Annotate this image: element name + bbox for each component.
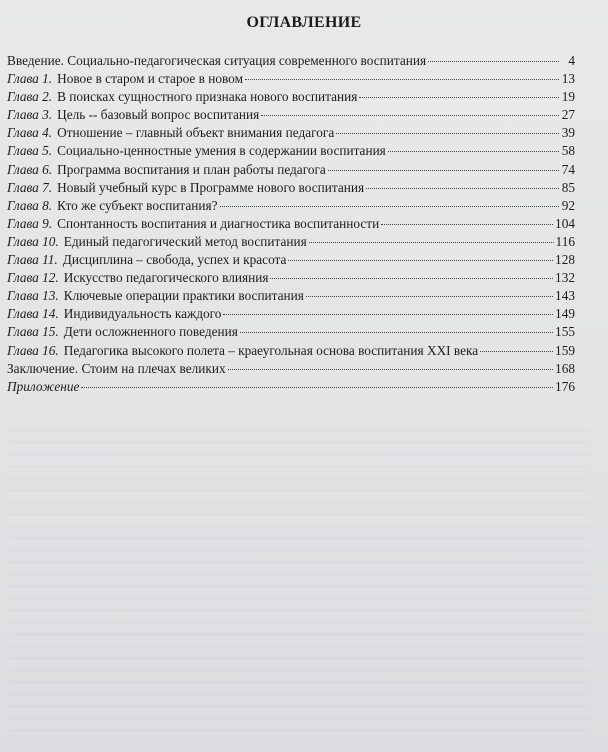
entry-title: Заключение. Стоим на плечах великих xyxy=(7,360,226,376)
entry-title: В поисках сущностного признака нового воспитания xyxy=(57,89,358,105)
entry-title: Единый педагогический метод воспитания xyxy=(63,233,307,249)
page-number: 132 xyxy=(555,270,575,286)
toc-entry xyxy=(7,323,575,341)
chapter-number: Глава 11. xyxy=(7,252,58,268)
dot-leader xyxy=(366,187,559,189)
entry-title: Новое в старом и старое в новом xyxy=(57,71,243,87)
entry-title: Новый учебный курс в Программе нового воспитания xyxy=(57,179,365,195)
entry-title: Ключевые операции практики воспитания xyxy=(63,288,304,304)
dot-leader xyxy=(328,169,559,171)
chapter-number: Глава 7. xyxy=(7,179,53,195)
toc-entry xyxy=(7,342,575,360)
toc-entry xyxy=(7,360,575,378)
toc-entry xyxy=(7,233,575,251)
toc-entry xyxy=(7,70,575,88)
toc-entry xyxy=(7,106,575,124)
entry-title: Педагогика высокого полета – краеугольная основа воспитания XXI века xyxy=(63,342,479,358)
entry-title: Приложение xyxy=(7,378,80,394)
entry-title: Введение. Социально-педагогическая ситуация современного воспитания xyxy=(7,53,427,68)
chapter-number: Глава 3. xyxy=(7,107,53,123)
page-title: ОГЛАВЛЕНИЕ xyxy=(246,14,362,31)
entry-title: Дисциплина – свобода, успех и красота xyxy=(62,252,287,268)
toc-entry xyxy=(7,52,575,70)
dot-leader xyxy=(306,295,553,297)
chapter-number: Глава 4. xyxy=(7,125,53,141)
toc-entry xyxy=(7,305,575,323)
page-number: 92 xyxy=(561,197,575,213)
dot-leader xyxy=(245,78,559,80)
chapter-number: Глава 6. xyxy=(7,161,53,177)
page-number: 168 xyxy=(555,360,575,376)
chapter-number: Глава 13. xyxy=(7,288,59,304)
toc-entry xyxy=(7,287,575,305)
dot-leader xyxy=(309,241,554,243)
page-number: 149 xyxy=(555,306,575,322)
dot-leader xyxy=(223,313,553,315)
entry-title: Спонтанность воспитания и диагностика воспитанности xyxy=(57,215,380,231)
table-of-contents xyxy=(7,52,575,396)
entry-title: Кто же субъект воспитания? xyxy=(57,197,218,213)
dot-leader xyxy=(480,350,553,352)
entry-title: Цель -- базовый вопрос воспитания xyxy=(57,107,260,123)
reverse-side-bleed-through xyxy=(10,420,588,742)
toc-entry xyxy=(7,179,575,197)
page-number: 176 xyxy=(555,378,575,394)
entry-title: Программа воспитания и план работы педагога xyxy=(57,161,326,177)
dot-leader xyxy=(261,114,559,116)
toc-entry xyxy=(7,142,575,160)
toc-entry xyxy=(7,124,575,142)
entry-title: Искусство педагогического влияния xyxy=(63,270,269,286)
dot-leader xyxy=(220,205,559,207)
toc-entry xyxy=(7,161,575,179)
page-number: 85 xyxy=(561,179,575,195)
chapter-number: Глава 5. xyxy=(7,143,53,159)
dot-leader xyxy=(428,60,559,62)
toc-entry xyxy=(7,378,575,396)
page-number: 104 xyxy=(555,215,575,231)
entry-title: Отношение – главный объект внимания педагога xyxy=(57,125,335,141)
page-number: 74 xyxy=(561,161,575,177)
chapter-number: Глава 1. xyxy=(7,71,53,87)
dot-leader xyxy=(240,331,553,333)
page-number: 4 xyxy=(568,53,575,68)
toc-entry xyxy=(7,215,575,233)
chapter-number: Глава 15. xyxy=(7,324,59,340)
chapter-number: Глава 2. xyxy=(7,89,53,105)
dot-leader xyxy=(359,96,559,98)
entry-title: Социально-ценностные умения в содержании воспитания xyxy=(57,143,386,159)
toc-entry xyxy=(7,88,575,106)
dot-leader xyxy=(381,223,553,225)
chapter-number: Глава 14. xyxy=(7,306,59,322)
page-number: 116 xyxy=(555,233,575,249)
page-number: 27 xyxy=(561,107,575,123)
dot-leader xyxy=(81,386,553,388)
dot-leader xyxy=(228,368,553,370)
chapter-number: Глава 12. xyxy=(7,270,59,286)
dot-leader xyxy=(270,277,553,279)
page-number: 128 xyxy=(555,252,575,268)
page-number: 19 xyxy=(561,89,575,105)
dot-leader xyxy=(336,132,559,134)
entry-title: Дети осложненного поведения xyxy=(63,324,238,340)
page-number: 159 xyxy=(555,342,575,358)
dot-leader xyxy=(288,259,553,261)
page-number: 143 xyxy=(555,288,575,304)
page-number: 39 xyxy=(561,125,575,141)
page-number: 155 xyxy=(555,324,575,340)
toc-entry xyxy=(7,251,575,269)
toc-entry xyxy=(7,269,575,287)
entry-title: Индивидуальность каждого xyxy=(63,306,222,322)
page-number: 58 xyxy=(561,143,575,159)
toc-entry xyxy=(7,197,575,215)
chapter-number: Глава 10. xyxy=(7,233,59,249)
chapter-number: Глава 8. xyxy=(7,197,53,213)
dot-leader xyxy=(388,150,559,152)
chapter-number: Глава 16. xyxy=(7,342,59,358)
chapter-number: Глава 9. xyxy=(7,215,53,231)
page-number: 13 xyxy=(561,71,575,87)
